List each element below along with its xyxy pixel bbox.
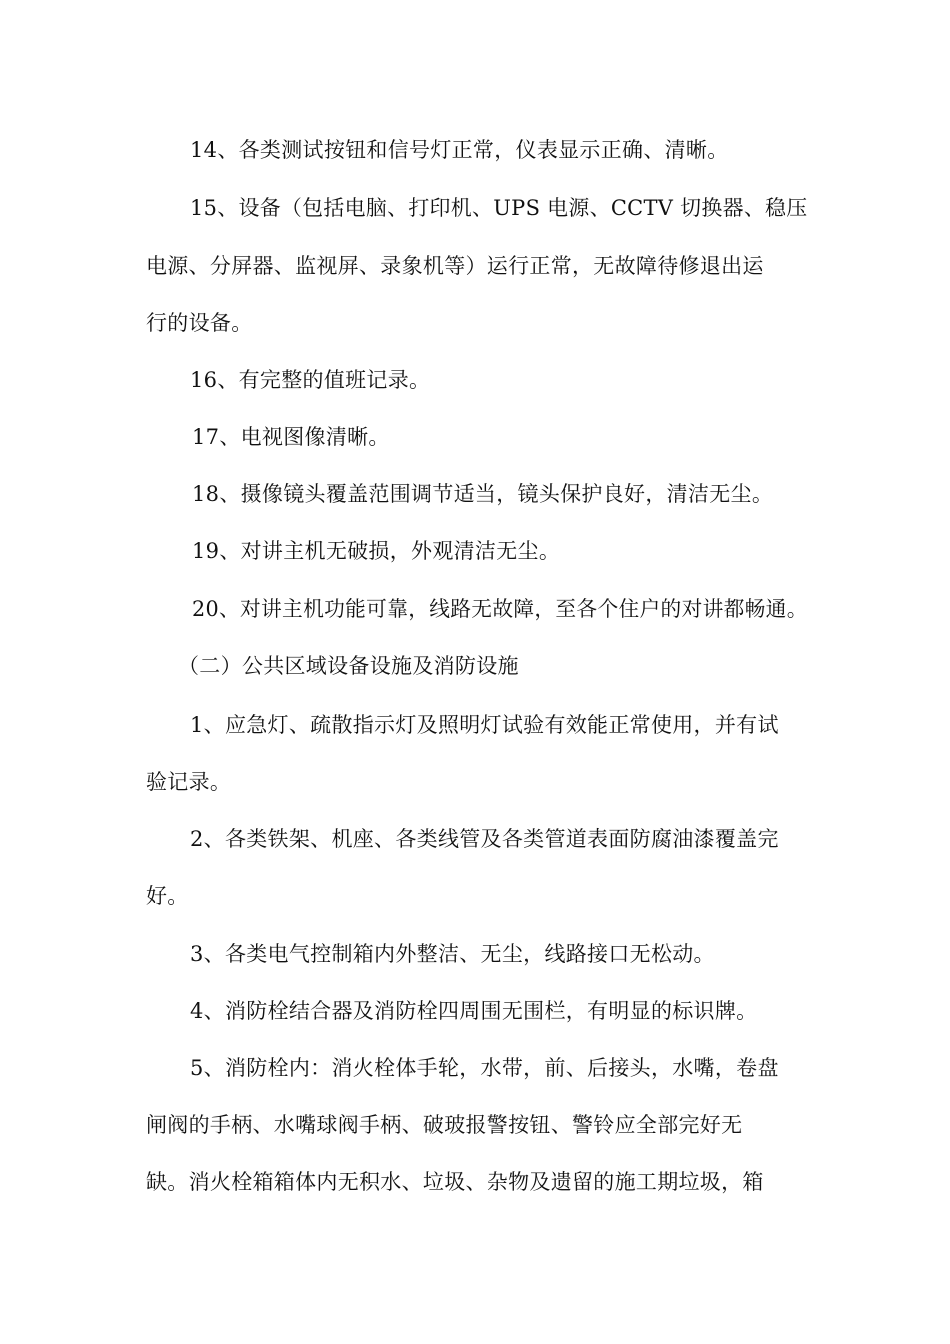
text-line-18: 18、摄像镜头覆盖范围调节适当，镜头保护良好，清洁无尘。 [192,482,774,506]
text-line-15-part2: 电源、分屏器、监视屏、录象机等）运行正常，无故障待修退出运 [146,254,764,278]
text-line-5-part2: 闸阀的手柄、水嘴球阀手柄、破玻报警按钮、警铃应全部完好无 [146,1113,743,1137]
text-line-2-part2: 好。 [146,884,189,908]
text-line-2-part1: 2、各类铁架、机座、各类线管及各类管道表面防腐油漆覆盖完 [190,827,779,851]
text-line-1-part2: 验记录。 [146,770,232,794]
text-line-5-part1: 5、消防栓内：消火栓体手轮，水带，前、后接头，水嘴，卷盘 [190,1056,779,1080]
text-line-17: 17、电视图像清晰。 [192,425,390,449]
text-line-15-part3: 行的设备。 [146,311,253,335]
text-line-5-part3: 缺。消火栓箱箱体内无积水、垃圾、杂物及遗留的施工期垃圾，箱 [146,1170,764,1194]
text-line-15-part1: 15、设备（包括电脑、打印机、UPS 电源、CCTV 切换器、稳压 [190,196,808,220]
text-line-14: 14、各类测试按钮和信号灯正常，仪表显示正确、清晰。 [190,138,729,162]
text-line-1-part1: 1、应急灯、疏散指示灯及照明灯试验有效能正常使用，并有试 [190,713,779,737]
text-line-19: 19、对讲主机无破损，外观清洁无尘。 [192,539,561,563]
text-line-3: 3、各类电气控制箱内外整洁、无尘，线路接口无松动。 [190,942,715,966]
section-heading-public-area: （二）公共区域设备设施及消防设施 [178,654,519,678]
text-line-16: 16、有完整的值班记录。 [190,368,431,392]
text-line-4: 4、消防栓结合器及消防栓四周围无围栏，有明显的标识牌。 [190,999,758,1023]
text-line-20: 20、对讲主机功能可靠，线路无故障，至各个住户的对讲都畅通。 [192,597,808,621]
